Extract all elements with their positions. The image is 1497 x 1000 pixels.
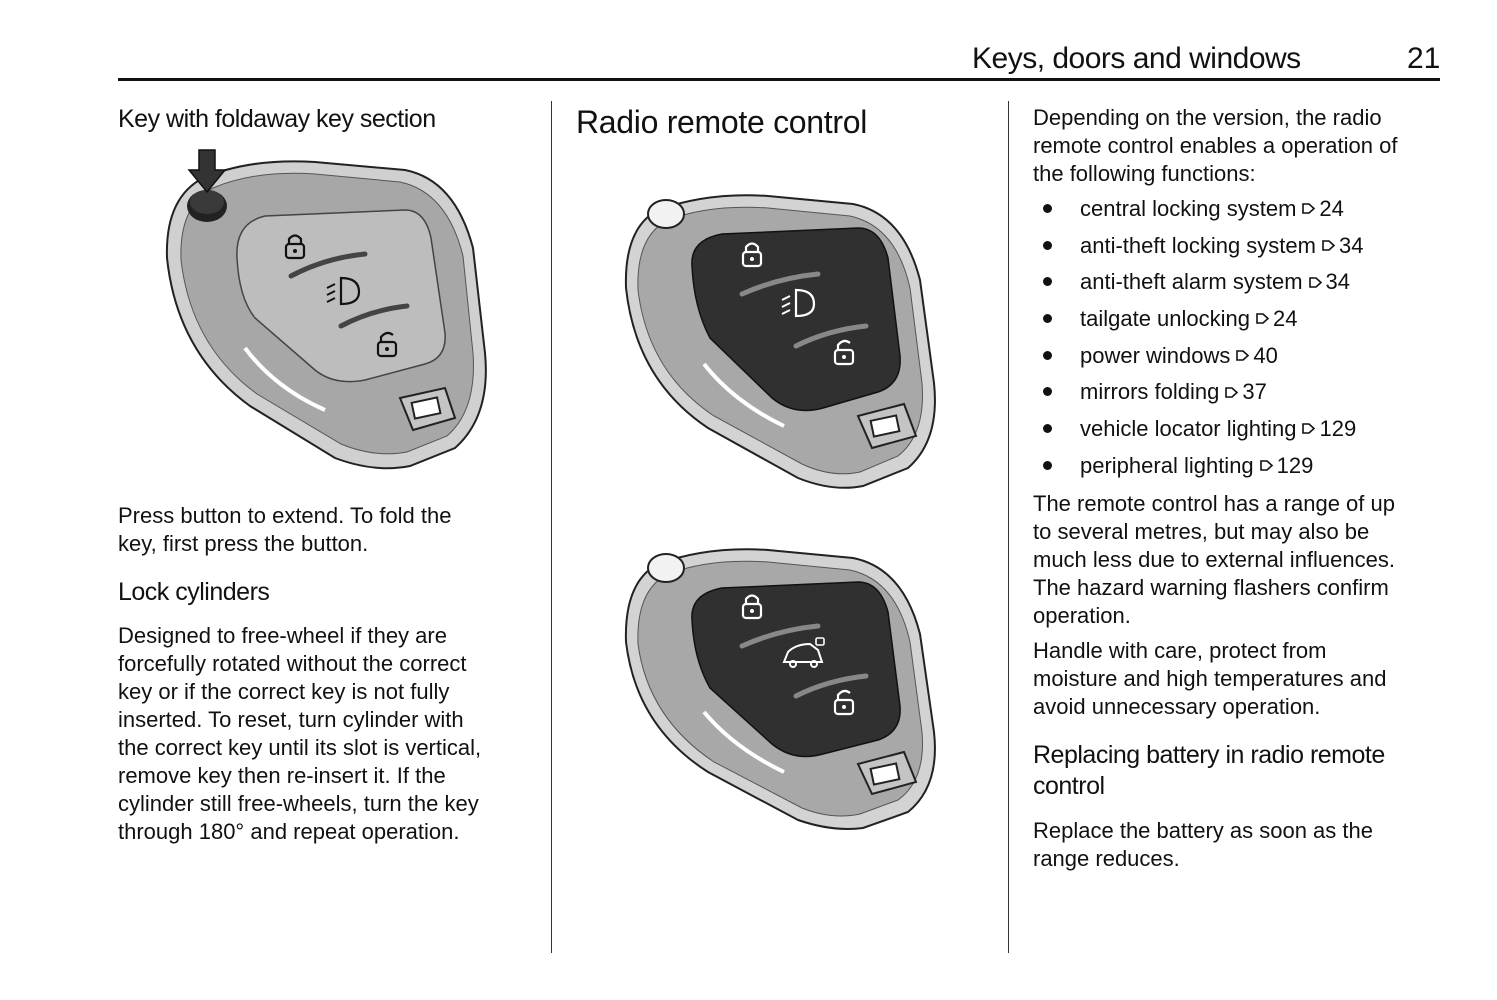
section-heading-radio-remote: Radio remote control (576, 104, 868, 140)
page-reference[interactable]: 129 (1276, 452, 1314, 478)
page-reference-icon (1235, 348, 1250, 363)
key-caption: Press button to extend. To fold the key, first press the button. (118, 503, 452, 556)
bullet-icon (1043, 461, 1052, 470)
bullet-icon (1043, 424, 1052, 433)
section-heading-battery: Replacing battery in radio remote control (1033, 741, 1385, 800)
header-rule (118, 78, 1440, 81)
column-divider-right (1008, 101, 1009, 953)
bullet-icon (1043, 241, 1052, 250)
column-divider-left (551, 101, 552, 953)
bullet-icon (1043, 387, 1052, 396)
battery-text: Replace the battery as soon as the range reduces. (1033, 818, 1373, 871)
page-reference[interactable]: 24 (1273, 306, 1298, 332)
page-reference[interactable]: 34 (1325, 269, 1350, 295)
care-text: Handle with care, protect from moisture and high temperatures and avoid unnecessary operation. (1033, 638, 1387, 719)
remote-key-figure-2 (618, 542, 948, 832)
section-heading-key: Key with foldaway key section (118, 105, 436, 133)
page-reference[interactable]: 40 (1253, 342, 1278, 368)
page-reference[interactable]: 37 (1242, 379, 1267, 405)
page-reference-icon (1301, 421, 1316, 436)
page-reference-icon (1308, 275, 1323, 290)
page-reference[interactable]: 24 (1319, 196, 1344, 221)
page-reference-icon (1301, 201, 1316, 216)
bullet-icon (1043, 204, 1052, 213)
page-reference[interactable]: 129 (1319, 416, 1357, 442)
page-reference-icon (1259, 458, 1274, 473)
bullet-icon (1043, 314, 1052, 323)
bullet-icon (1043, 277, 1052, 286)
page-reference-icon (1224, 385, 1239, 400)
range-text: The remote control has a range of up to several metres, but may also be much less due to external influences. The hazard warning flashers confirm operation. (1033, 491, 1395, 628)
page-number: 21 (1407, 42, 1441, 75)
page-reference-icon (1321, 238, 1336, 253)
chapter-title: Keys, doors and windows (972, 42, 1301, 75)
lock-cylinders-text: Designed to free-wheel if they are forcefully rotated without the correct key or if the correct key is not fully inserted. To reset, turn cylinder with the correct key until its slot is vertical, remove key then re-insert it. If the cylinder still free-wheels, turn the key through 180° and repeat operation. (118, 623, 482, 844)
page-reference-icon (1255, 311, 1270, 326)
bullet-icon (1043, 351, 1052, 360)
page-reference[interactable]: 34 (1338, 232, 1364, 258)
section-heading-lock-cylinders: Lock cylinders (118, 578, 270, 606)
foldaway-key-figure (155, 148, 500, 473)
remote-intro: Depending on the version, the radio remote control enables a operation of the following functions: (1033, 105, 1398, 186)
remote-key-figure-1 (618, 188, 948, 493)
